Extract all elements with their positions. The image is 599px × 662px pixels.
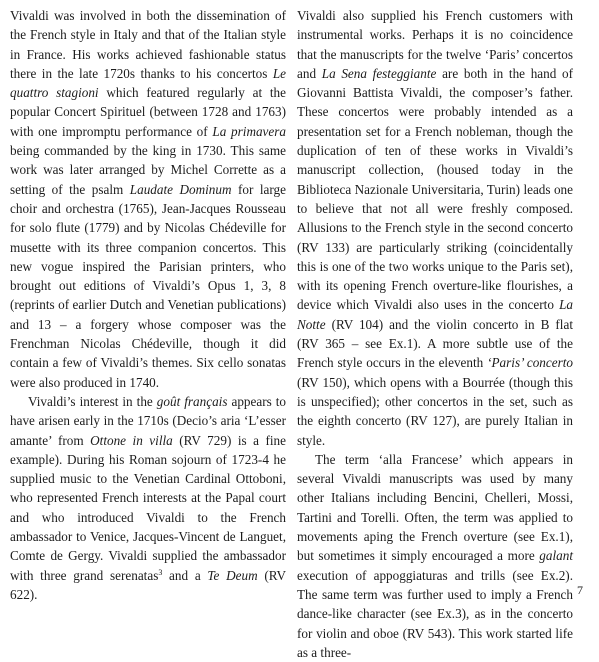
text-run: Vivaldi also supplied his French customers with instrumental works. Perhaps it is no coincidence that the manuscripts for the twelve ‘Paris’ concertos and xyxy=(297,8,573,81)
text-run: being commanded by the king in 1730. This same work was later arranged by Michel Corrette as a setting of the psalm xyxy=(10,143,286,197)
text-run: (RV 150), which opens with a Bourrée (though this is unspecified); other concertos in the set, such as the eighth concerto (RV 127), are purely Italian in style. xyxy=(297,374,573,448)
work-title: Ottone in villa xyxy=(90,432,173,448)
work-title: ‘Paris’ concerto xyxy=(487,355,573,371)
work-title: La Sena festeggiante xyxy=(321,65,437,81)
italic-term: goût français xyxy=(156,393,228,409)
text-run: execution of appoggiaturas and trills (see Ex.2). The same term was further used to imply a French dance-like character (see Ex.3), as in the concerto for violin and oboe (RV 543). This work started life as a three- xyxy=(297,567,573,660)
work-title: Te Deum xyxy=(207,567,258,583)
paragraph xyxy=(297,6,573,450)
page-number: 7 xyxy=(577,583,583,597)
right-text-column xyxy=(297,6,573,662)
text-run: (RV 729) is a fine example). During his Roman sojourn of 1723-4 he supplied music to the Venetian Cardinal Ottoboni, who represented French interests at the Papal court and who introduced Vivaldi to the French ambassador to Venice, Jacques-Vincent de Languet, Comte de Gergy. Vivaldi supplied the ambassador with three grand serenatas xyxy=(10,432,287,583)
paragraph xyxy=(297,450,573,662)
paragraph xyxy=(10,6,286,392)
text-run: which featured regularly at the popular Concert Spirituel (between 1728 and 1763) with one impromptu performance of xyxy=(10,85,286,139)
text-run: and a xyxy=(162,567,208,583)
text-run: (RV 622). xyxy=(10,567,286,602)
text-run: (RV 104) and the violin concerto in B flat (RV 365 – see Ex.1). A more subtle use of the French style occurs in the eleventh xyxy=(297,316,573,371)
work-title: Laudate Dominum xyxy=(129,181,232,197)
text-run: The term ‘alla Francese’ which appears in several Vivaldi manuscripts was used by many other Italians including Bencini, Chelleri, Mossi, Tartini and Torelli. Often, the term was applied to movements aping the French overture (see Ex.1), but sometimes it simply encouraged a more xyxy=(297,451,573,564)
work-title: Le quattro stagioni xyxy=(10,65,286,101)
text-run: for large choir and orchestra (1765), Jean-Jacques Rousseau for solo flute (1779) and by Nicolas Chédeville for musette with its three companion concertos. This new vogue inspired the Parisian printers, who brought out editions of Vivaldi’s Opus 1, 3, 8 (reprints of earlier Dutch and Venetian publications) and 13 – a forgery whose composer was the Frenchman Nicolas Chédeville, though it did contain a few of Vivaldi’s themes. Six cello sonatas were also produced in 1740. xyxy=(10,181,287,390)
text-run: Vivaldi’s interest in the xyxy=(28,393,157,409)
italic-term: galant xyxy=(539,548,573,564)
text-run: Vivaldi was involved in both the dissemination of the French style in Italy and that of the Italian style in France. His works achieved fashionable status there in the late 1720s thanks to his concertos xyxy=(10,8,286,81)
text-run: appears to have arisen early in the 1710s (Decio’s aria ‘L’esser amante’ from xyxy=(10,393,287,448)
text-run: are both in the hand of Giovanni Battista Vivaldi, the composer’s father. These concertos were probably intended as a presentation set for a French nobleman, though the duplication of ten of these works in Vivaldi’s manuscript collection, (housed today in the Biblioteca Nazionale Universitaria, Turin) leads one to believe that not all were freshly composed. Allusions to the French style in the second concerto (RV 133) are particularly striking (coincidentally this is one of the two works unique to the Paris set), with its opening French overture-like flourishes, a device which Vivaldi also uses in the concerto xyxy=(297,65,573,313)
work-title: La Notte xyxy=(297,297,573,332)
footnote-marker: 3 xyxy=(158,567,163,577)
work-title: La primavera xyxy=(212,123,286,139)
left-text-column xyxy=(10,6,286,604)
paragraph xyxy=(10,392,286,604)
